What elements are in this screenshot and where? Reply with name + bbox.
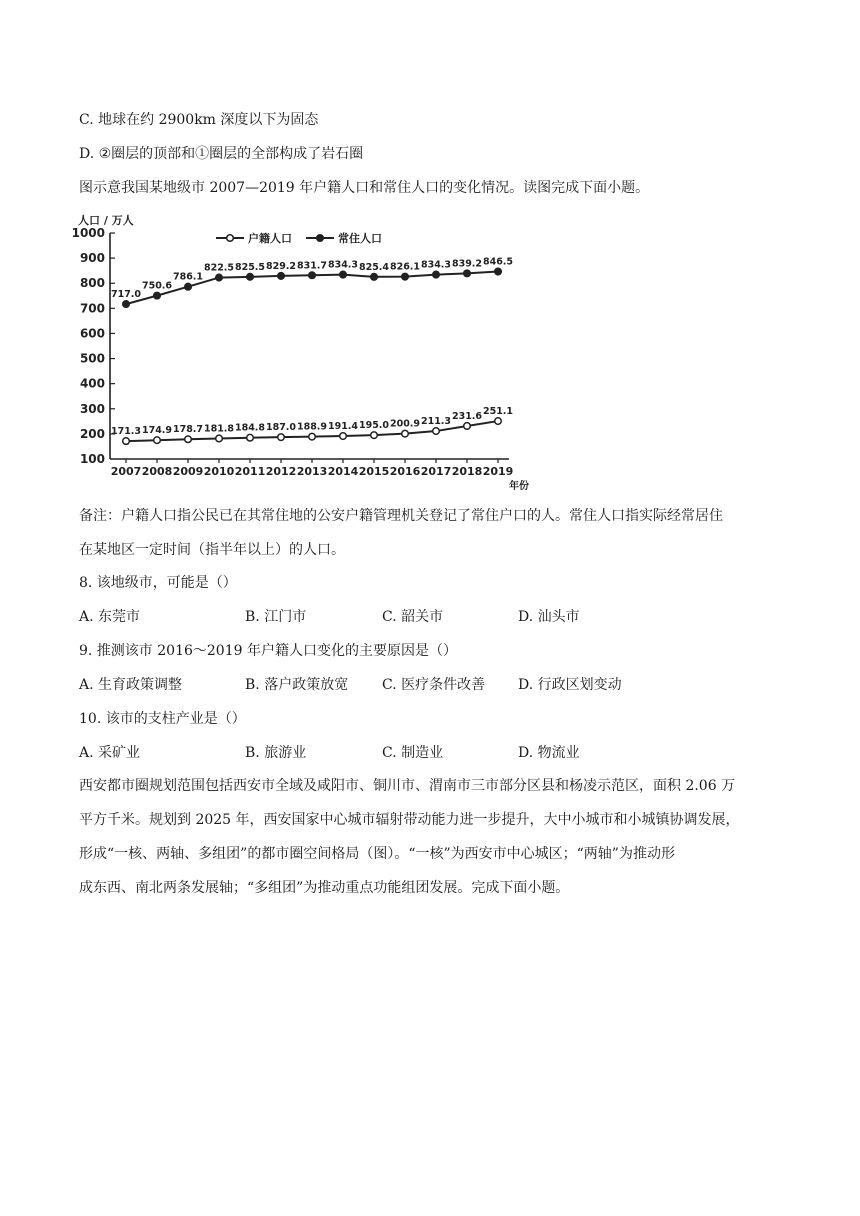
question-8: 8. 该地级市，可能是（） (79, 575, 237, 591)
series-0-label-2014: 191.4 (327, 421, 359, 433)
y-tick-label-100: 100 (79, 452, 105, 466)
series-1-label-2011: 825.5 (234, 261, 266, 273)
series-0-label-2008: 174.9 (141, 425, 173, 437)
passage-line-2: 平方千米。规划到 2025 年，西安国家中心城市辐射带动能力进一步提升，大中小城市和小城镇协调发展， (79, 812, 740, 828)
legend-marker-huji (227, 235, 234, 242)
q9-option-b: B. 落户政策放宽 (245, 677, 349, 693)
series-1-point-2010 (216, 274, 223, 281)
passage-line-1: 西安都市圈规划范围包括西安市全域及咸阳市、铜川市、渭南市三市部分区县和杨凌示范区，面积 2.06 万 (79, 778, 736, 794)
question-10: 10. 该市的支柱产业是（） (79, 711, 246, 727)
series-0-point-2014 (340, 433, 347, 440)
series-0-label-2012: 187.0 (265, 422, 297, 434)
series-1-point-2008 (154, 292, 161, 299)
series-1-point-2014 (340, 271, 347, 278)
legend-marker-changzhu (317, 235, 324, 242)
series-0-label-2007: 171.3 (110, 426, 142, 438)
q9-option-d: D. 行政区划变动 (518, 677, 622, 693)
option-d-text: D. ②圈层的顶部和①圈层的全部构成了岩石圈 (79, 146, 364, 162)
passage-line-4: 成东西、南北两条发展轴；“多组团”为推动重点功能组团发展。完成下面小题。 (79, 880, 570, 896)
y-tick-label-800: 800 (79, 276, 105, 291)
series-0-label-2011: 184.8 (234, 422, 266, 434)
series-0-point-2013 (309, 433, 316, 440)
x-tick-label-2012: 2012 (265, 465, 297, 478)
series-1-point-2017 (433, 271, 440, 278)
series-0-label-2018: 231.6 (451, 410, 483, 422)
x-tick-label-2018: 2018 (451, 465, 483, 478)
note-line-1: 备注：户籍人口指公民已在其常住地的公安户籍管理机关登记了常住户口的人。常住人口指实际经常居住 (79, 508, 723, 524)
y-tick-label-400: 400 (79, 376, 105, 391)
chart-intro-text: 图示意我国某地级市 2007—2019 年户籍人口和常住人口的变化情况。读图完成下面小题。 (79, 180, 650, 196)
y-tick-label-900: 900 (79, 251, 105, 266)
x-tick-label-2013: 2013 (296, 465, 328, 478)
chart-legend (216, 231, 382, 245)
series-1-point-2007 (123, 301, 130, 308)
series-1-point-2012 (278, 273, 285, 280)
q10-option-c: C. 制造业 (382, 745, 444, 761)
series-0-point-2009 (185, 436, 192, 443)
series-0-label-2017: 211.3 (420, 416, 452, 428)
x-tick-label-2011: 2011 (234, 465, 266, 478)
x-tick-label-2019: 2019 (482, 465, 514, 478)
series-0-point-2011 (247, 434, 254, 441)
note-line-2: 在某地区一定时间（指半年以上）的人口。 (79, 542, 345, 558)
series-1-label-2012: 829.2 (265, 260, 297, 272)
q10-option-d: D. 物流业 (518, 745, 580, 761)
q8-option-a: A. 东莞市 (79, 609, 141, 625)
series-1-point-2011 (247, 274, 254, 281)
series-1-label-2009: 786.1 (172, 271, 204, 283)
series-0-point-2010 (216, 435, 223, 442)
series-0-point-2008 (154, 437, 161, 444)
series-0-label-2016: 200.9 (389, 418, 421, 430)
series-1-label-2016: 826.1 (389, 261, 421, 273)
x-tick-label-2016: 2016 (389, 465, 421, 478)
series-1-label-2018: 839.2 (451, 258, 483, 270)
population-line-chart (72, 208, 542, 498)
q9-option-a: A. 生育政策调整 (79, 677, 183, 693)
series-0-point-2015 (371, 432, 378, 439)
series-1-label-2019: 846.5 (482, 256, 514, 268)
series-1-point-2016 (402, 273, 409, 280)
x-tick-label-2009: 2009 (172, 465, 204, 478)
series-1-point-2019 (495, 268, 502, 275)
series-1-label-2015: 825.4 (358, 261, 390, 273)
series-1-label-2010: 822.5 (203, 262, 235, 274)
series-1-point-2009 (185, 283, 192, 290)
question-9: 9. 推测该市 2016～2019 年户籍人口变化的主要原因是（） (79, 643, 457, 659)
q10-option-b: B. 旅游业 (245, 745, 307, 761)
series-1-point-2015 (371, 274, 378, 281)
series-1-point-2018 (464, 270, 471, 277)
q9-option-c: C. 医疗条件改善 (382, 677, 486, 693)
series-0-point-2016 (402, 430, 409, 437)
option-c-text: C. 地球在约 2900km 深度以下为固态 (79, 112, 319, 128)
x-axis-unit-label: 年份 (509, 481, 529, 492)
y-tick-label-300: 300 (79, 401, 105, 416)
x-tick-label-2017: 2017 (420, 465, 452, 478)
series-0-label-2009: 178.7 (172, 424, 204, 436)
series-0-label-2019: 251.1 (482, 406, 514, 418)
series-0-point-2017 (433, 428, 440, 435)
series-0-point-2019 (495, 418, 502, 425)
series-1-label-2008: 750.6 (141, 280, 173, 292)
series-1-label-2013: 831.7 (296, 260, 328, 272)
legend-label-huji: 户籍人口 (248, 232, 292, 245)
series-0-point-2012 (278, 434, 285, 441)
series-0-point-2018 (464, 423, 471, 430)
y-axis-label: 人口 / 万人 (78, 214, 134, 227)
x-tick-label-2010: 2010 (203, 465, 235, 478)
y-tick-label-1000: 1000 (72, 226, 105, 240)
series-0-label-2015: 195.0 (358, 420, 390, 432)
series-1-label-2007: 717.0 (110, 289, 142, 301)
series-0-label-2010: 181.8 (203, 423, 235, 435)
q8-option-b: B. 江门市 (245, 609, 307, 625)
x-tick-label-2015: 2015 (358, 465, 390, 478)
series-0-point-2007 (123, 438, 130, 445)
x-tick-label-2014: 2014 (327, 465, 359, 478)
y-tick-label-200: 200 (79, 426, 105, 441)
y-tick-label-600: 600 (79, 326, 105, 341)
y-tick-label-500: 500 (79, 351, 105, 366)
q8-option-c: C. 韶关市 (382, 609, 444, 625)
series-1-label-2014: 834.3 (327, 259, 359, 271)
legend-label-changzhu: 常住人口 (338, 232, 382, 245)
y-tick-label-700: 700 (79, 301, 105, 316)
series-1-point-2013 (309, 272, 316, 279)
series-1-label-2017: 834.3 (420, 259, 452, 271)
passage-line-3: 形成“一核、两轴、多组团”的都市圈空间格局（图）。“一核”为西安市中心城区；“两轴”为推动形 (79, 846, 675, 862)
population-chart (72, 208, 542, 498)
q8-option-d: D. 汕头市 (518, 609, 580, 625)
series-0-label-2013: 188.9 (296, 421, 328, 433)
x-tick-label-2008: 2008 (141, 465, 173, 478)
q10-option-a: A. 采矿业 (79, 745, 141, 761)
x-tick-label-2007: 2007 (110, 465, 142, 478)
